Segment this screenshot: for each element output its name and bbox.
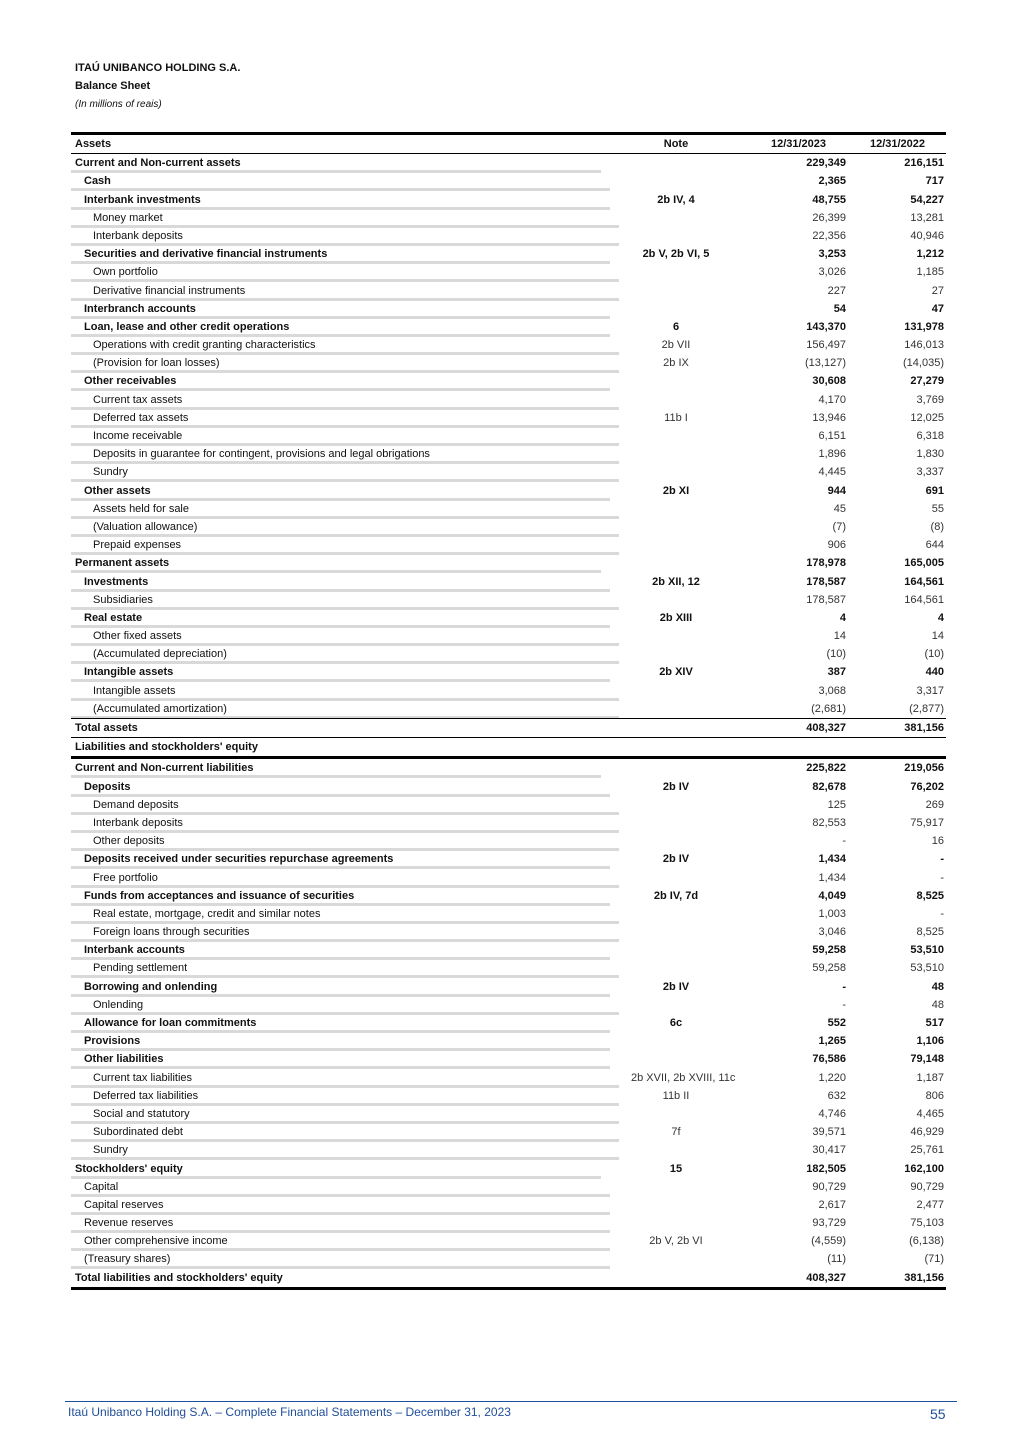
table-row <box>71 154 946 172</box>
table-row <box>71 282 946 300</box>
table-row <box>71 554 946 572</box>
row-label: Own portfolio <box>71 263 619 282</box>
row-value-2022: (71) <box>924 1253 944 1266</box>
row-label: Operations with credit granting characteristics <box>71 336 619 355</box>
row-value-2023: 1,265 <box>818 1035 846 1048</box>
table-row <box>71 887 946 905</box>
row-value-2022: 691 <box>925 484 944 497</box>
table-row <box>71 1105 946 1123</box>
row-value-2023: 30,417 <box>812 1144 846 1157</box>
row-note: 2b V, 2b VI, 5 <box>642 248 710 261</box>
row-label: Subsidiaries <box>71 591 619 610</box>
row-value-2023: 82,553 <box>812 816 846 829</box>
row-value-2022: - <box>940 907 944 920</box>
header-date-2023: 12/31/2023 <box>770 138 827 150</box>
row-value-2023: 26,399 <box>812 211 846 224</box>
table-row <box>71 978 946 996</box>
row-value-2022: 219,056 <box>904 762 944 775</box>
row-value-2022: (14,035) <box>903 357 944 370</box>
row-value-2022: 53,510 <box>910 944 944 957</box>
row-note: 2b XIII <box>659 611 693 624</box>
row-value-2023: 1,434 <box>818 853 846 866</box>
row-label: Stockholders' equity <box>71 1160 601 1179</box>
units-note: (In millions of reais) <box>75 99 162 110</box>
row-label: Interbank investments <box>71 191 610 210</box>
row-value-2023: 3,026 <box>818 266 846 279</box>
row-note: 11b I <box>664 411 688 424</box>
table-row <box>71 700 946 718</box>
row-value-2022: 48 <box>931 998 944 1011</box>
row-label: Derivative financial instruments <box>71 282 619 301</box>
row-value-2022: 164,561 <box>904 593 944 606</box>
row-value-2023: - <box>842 980 846 993</box>
assets-rows <box>71 154 946 718</box>
header-note: Note <box>663 138 689 150</box>
row-label: Cash <box>71 172 610 191</box>
liabilities-header-row <box>71 737 946 759</box>
row-note: 2b IV <box>662 853 690 866</box>
table-row <box>71 500 946 518</box>
row-value-2022: 3,337 <box>916 466 944 479</box>
row-value-2023: 59,258 <box>812 962 846 975</box>
row-value-2022: 79,148 <box>910 1053 944 1066</box>
page-title: Balance Sheet <box>75 80 151 92</box>
row-label: Investments <box>71 573 610 592</box>
row-value-2023: (7) <box>832 520 846 533</box>
row-label: Other assets <box>71 482 610 501</box>
row-value-2023: 59,258 <box>812 944 846 957</box>
row-value-2023: 39,571 <box>812 1126 846 1139</box>
row-label: Other comprehensive income <box>71 1232 610 1251</box>
row-value-2022: 55 <box>931 502 944 515</box>
row-value-2022: 1,106 <box>916 1035 944 1048</box>
table-row <box>71 869 946 887</box>
row-value-2023: 1,434 <box>818 871 846 884</box>
row-value-2023: 387 <box>827 666 846 679</box>
row-value-2022: 14 <box>931 630 944 643</box>
row-label: Foreign loans through securities <box>71 923 619 942</box>
row-note: 2b XI <box>662 484 690 497</box>
table-row <box>71 645 946 663</box>
row-value-2022: 4,465 <box>916 1107 944 1120</box>
row-value-2022: 4 <box>937 611 944 624</box>
row-label: Provisions <box>71 1032 610 1051</box>
row-note: 6c <box>669 1017 683 1029</box>
row-note: 11b II <box>662 1089 690 1102</box>
table-row <box>71 245 946 263</box>
row-value-2022: 131,978 <box>904 320 944 333</box>
row-value-2022: (8) <box>930 520 944 533</box>
row-value-2023: 143,370 <box>806 320 846 333</box>
row-label: Other receivables <box>71 372 610 391</box>
table-row <box>71 172 946 190</box>
row-label: Interbranch accounts <box>71 300 610 319</box>
row-value-2022: 6,318 <box>916 430 944 442</box>
table-row <box>71 518 946 536</box>
row-label: Deferred tax assets <box>71 409 619 428</box>
row-label: (Valuation allowance) <box>71 518 619 537</box>
row-value-2022: 25,761 <box>910 1144 944 1157</box>
table-row <box>71 445 946 463</box>
row-value-2022: 47 <box>931 302 944 315</box>
row-value-2022: 90,729 <box>910 1180 944 1193</box>
row-label: Income receivable <box>71 427 619 446</box>
table-row <box>71 1196 946 1214</box>
row-value-2022: 806 <box>925 1089 944 1102</box>
company-name: ITAÚ UNIBANCO HOLDING S.A. <box>75 62 241 74</box>
table-row <box>71 1232 946 1250</box>
total-assets-label: Total assets <box>75 722 138 734</box>
row-label: Securities and derivative financial instruments <box>71 245 610 264</box>
row-value-2022: 440 <box>925 666 944 679</box>
table-row <box>71 336 946 354</box>
liabilities-header-label: Liabilities and stockholders' equity <box>75 741 258 754</box>
row-value-2022: 1,212 <box>916 248 944 261</box>
row-label: Pending settlement <box>71 959 619 978</box>
row-value-2023: 90,729 <box>812 1180 846 1193</box>
table-row <box>71 591 946 609</box>
table-row <box>71 1050 946 1068</box>
table-row <box>71 778 946 796</box>
row-value-2023: 229,349 <box>806 157 846 170</box>
table-row <box>71 905 946 923</box>
row-value-2023: 54 <box>833 302 846 315</box>
row-value-2023: 1,220 <box>818 1071 846 1084</box>
table-row <box>71 1141 946 1159</box>
row-note: 2b IV <box>662 780 690 793</box>
row-value-2022: 162,100 <box>904 1162 944 1175</box>
row-value-2023: 4,170 <box>818 393 846 406</box>
row-value-2022: 75,103 <box>910 1217 944 1230</box>
row-value-2022: 13,281 <box>910 211 944 224</box>
row-value-2022: 40,946 <box>910 229 944 242</box>
row-value-2022: 12,025 <box>910 411 944 424</box>
row-label: Deposits received under securities repurchase agreements <box>71 850 610 869</box>
row-label: Capital reserves <box>71 1196 610 1215</box>
row-value-2023: 178,587 <box>806 575 846 588</box>
row-value-2023: 4,049 <box>818 889 846 902</box>
table-row <box>71 227 946 245</box>
header-date-2022: 12/31/2022 <box>869 138 926 150</box>
row-value-2023: (2,681) <box>811 702 846 715</box>
table-row <box>71 959 946 977</box>
row-note: 2b IV <box>662 980 690 993</box>
row-label: Intangible assets <box>71 682 619 701</box>
row-value-2023: 156,497 <box>806 339 846 352</box>
row-value-2023: 4,746 <box>818 1107 846 1120</box>
row-value-2022: 3,769 <box>916 393 944 406</box>
row-value-2023: 93,729 <box>812 1217 846 1230</box>
row-note: 2b XVII, 2b XVIII, 11c <box>631 1071 736 1084</box>
row-value-2022: 16 <box>931 835 944 848</box>
row-label: Assets held for sale <box>71 500 619 519</box>
row-value-2023: 45 <box>833 502 846 515</box>
row-value-2023: 14 <box>833 630 846 643</box>
table-row <box>71 1123 946 1141</box>
row-label: Other fixed assets <box>71 627 619 646</box>
row-label: Sundry <box>71 463 619 482</box>
row-value-2022: 54,227 <box>910 193 944 206</box>
row-value-2023: 3,068 <box>818 684 846 697</box>
row-value-2022: 75,917 <box>910 816 944 829</box>
footer-rule <box>65 1401 957 1402</box>
row-label: Demand deposits <box>71 796 619 815</box>
row-value-2022: 165,005 <box>904 557 944 570</box>
row-value-2022: 27,279 <box>910 375 944 388</box>
row-note: 2b IV, 7d <box>653 889 699 902</box>
row-label: Deferred tax liabilities <box>71 1087 619 1106</box>
row-value-2023: 13,946 <box>812 411 846 424</box>
row-value-2023: 2,617 <box>818 1198 846 1211</box>
table-row <box>71 191 946 209</box>
row-label: Revenue reserves <box>71 1214 610 1233</box>
row-value-2023: 2,365 <box>818 175 846 188</box>
table-row <box>71 536 946 554</box>
liabilities-rows <box>71 759 946 1268</box>
row-label: Loan, lease and other credit operations <box>71 318 610 337</box>
total-assets-row <box>71 718 946 737</box>
table-row <box>71 663 946 681</box>
row-value-2023: 552 <box>827 1017 846 1029</box>
table-row <box>71 682 946 700</box>
row-note: 2b XII, 12 <box>652 575 700 588</box>
total-assets-2023: 408,327 <box>806 722 846 734</box>
table-row <box>71 573 946 591</box>
row-label: (Accumulated amortization) <box>71 700 619 719</box>
row-value-2023: (11) <box>827 1253 846 1266</box>
row-label: Sundry <box>71 1141 619 1160</box>
row-value-2023: 632 <box>827 1089 846 1102</box>
row-value-2022: 216,151 <box>904 157 944 170</box>
balance-sheet-table <box>71 132 946 1290</box>
row-value-2023: 4 <box>839 611 846 624</box>
row-label: Onlending <box>71 996 619 1015</box>
row-label: Interbank accounts <box>71 941 610 960</box>
total-assets-2022: 381,156 <box>904 722 944 734</box>
total-liabilities-label: Total liabilities and stockholders' equity <box>75 1271 283 1284</box>
row-value-2023: 944 <box>827 484 846 497</box>
row-value-2022: 1,187 <box>916 1071 944 1084</box>
row-value-2022: (10) <box>924 648 944 661</box>
row-value-2022: 3,317 <box>916 684 944 697</box>
table-row <box>71 209 946 227</box>
row-value-2022: 269 <box>925 798 944 811</box>
table-row <box>71 627 946 645</box>
row-label: Real estate, mortgage, credit and similar notes <box>71 905 619 924</box>
table-row <box>71 263 946 281</box>
row-label: (Provision for loan losses) <box>71 354 619 373</box>
row-value-2022: 46,929 <box>910 1126 944 1139</box>
row-label: Current tax assets <box>71 391 619 410</box>
row-value-2023: (4,559) <box>811 1235 846 1248</box>
footer-text: Itaú Unibanco Holding S.A. – Complete Financial Statements – December 31, 2023 <box>68 1405 511 1419</box>
row-label: Deposits <box>71 778 610 797</box>
table-row <box>71 391 946 409</box>
total-liabilities-row <box>71 1269 946 1290</box>
row-value-2022: 164,561 <box>904 575 944 588</box>
table-row <box>71 941 946 959</box>
row-value-2023: (10) <box>826 648 846 661</box>
table-row <box>71 1032 946 1050</box>
table-row <box>71 1250 946 1268</box>
table-row <box>71 354 946 372</box>
row-value-2022: (6,138) <box>909 1235 944 1248</box>
row-note: 6 <box>672 320 680 333</box>
row-label: Capital <box>71 1178 610 1197</box>
row-value-2022: 1,185 <box>916 266 944 279</box>
row-value-2023: 125 <box>827 798 846 811</box>
row-label: Interbank deposits <box>71 227 619 246</box>
row-label: Current and Non-current liabilities <box>71 759 601 778</box>
row-value-2022: 517 <box>925 1017 944 1029</box>
table-row <box>71 1087 946 1105</box>
row-value-2023: 227 <box>827 284 846 297</box>
row-label: Other deposits <box>71 832 619 851</box>
row-value-2023: 906 <box>827 539 846 552</box>
row-label: Permanent assets <box>71 554 601 573</box>
row-value-2023: 182,505 <box>806 1162 846 1175</box>
row-value-2022: 27 <box>931 284 944 297</box>
row-value-2023: 4,445 <box>818 466 846 479</box>
row-value-2022: 8,525 <box>916 889 944 902</box>
row-value-2023: 6,151 <box>818 430 846 442</box>
table-row <box>71 1014 946 1032</box>
row-value-2023: 225,822 <box>806 762 846 775</box>
row-value-2022: 146,013 <box>904 339 944 352</box>
row-label: Real estate <box>71 609 610 628</box>
table-row <box>71 409 946 427</box>
row-label: Borrowing and onlending <box>71 978 610 997</box>
row-value-2023: 178,978 <box>806 557 846 570</box>
row-value-2023: 22,356 <box>812 229 846 242</box>
row-label: Interbank deposits <box>71 814 619 833</box>
row-value-2023: 3,046 <box>818 926 846 939</box>
row-value-2023: 3,253 <box>818 248 846 261</box>
row-note: 2b XIV <box>659 666 693 679</box>
row-note: 2b V, 2b VI <box>649 1235 703 1248</box>
row-label: (Accumulated depreciation) <box>71 645 619 664</box>
table-row <box>71 1069 946 1087</box>
row-label: Allowance for loan commitments <box>71 1014 610 1033</box>
row-note: 2b IV, 4 <box>657 193 695 206</box>
table-row <box>71 318 946 336</box>
row-note: 2b VII <box>661 339 691 352</box>
total-liabilities-2023: 408,327 <box>806 1271 846 1284</box>
table-row <box>71 814 946 832</box>
row-label: Other liabilities <box>71 1050 610 1069</box>
row-value-2023: 178,587 <box>806 593 846 606</box>
page-number: 55 <box>930 1406 946 1422</box>
row-label: Deposits in guarantee for contingent, provisions and legal obrigations <box>71 445 619 464</box>
row-value-2023: - <box>842 998 846 1011</box>
table-row <box>71 300 946 318</box>
row-label: Free portfolio <box>71 869 619 888</box>
row-label: Funds from acceptances and issuance of securities <box>71 887 610 906</box>
table-row <box>71 759 946 777</box>
row-value-2022: - <box>940 853 944 866</box>
table-row <box>71 482 946 500</box>
row-label: Money market <box>71 209 619 228</box>
row-value-2022: 48 <box>931 980 944 993</box>
table-row <box>71 996 946 1014</box>
row-value-2023: 1,896 <box>818 448 846 461</box>
total-liabilities-2022: 381,156 <box>904 1271 944 1284</box>
row-label: Prepaid expenses <box>71 536 619 555</box>
row-value-2023: 1,003 <box>818 907 846 920</box>
row-value-2022: 8,525 <box>916 926 944 939</box>
header-label: Assets <box>75 138 112 150</box>
row-value-2023: 82,678 <box>812 780 846 793</box>
row-value-2022: (2,877) <box>909 702 944 715</box>
table-row <box>71 1178 946 1196</box>
row-value-2023: - <box>842 835 846 848</box>
table-row <box>71 1214 946 1232</box>
row-value-2022: 717 <box>925 175 944 188</box>
assets-header-row <box>71 135 946 154</box>
row-label: (Treasury shares) <box>71 1250 610 1269</box>
row-value-2022: 2,477 <box>916 1198 944 1211</box>
table-row <box>71 1160 946 1178</box>
row-value-2022: 1,830 <box>916 448 944 461</box>
row-value-2023: 76,586 <box>812 1053 846 1066</box>
table-row <box>71 850 946 868</box>
row-value-2022: 53,510 <box>910 962 944 975</box>
row-note: 2b IX <box>663 357 689 370</box>
row-label: Current and Non-current assets <box>71 154 601 173</box>
row-label: Subordinated debt <box>71 1123 619 1142</box>
table-row <box>71 923 946 941</box>
table-row <box>71 832 946 850</box>
row-note: 15 <box>669 1162 683 1175</box>
row-value-2023: (13,127) <box>805 357 846 370</box>
row-value-2023: 48,755 <box>812 193 846 206</box>
table-row <box>71 463 946 481</box>
table-row <box>71 372 946 390</box>
row-label: Social and statutory <box>71 1105 619 1124</box>
table-row <box>71 427 946 445</box>
row-value-2022: 76,202 <box>910 780 944 793</box>
row-value-2022: 644 <box>925 539 944 552</box>
row-value-2022: - <box>940 871 944 884</box>
row-label: Intangible assets <box>71 663 610 682</box>
table-row <box>71 796 946 814</box>
row-value-2023: 30,608 <box>812 375 846 388</box>
table-row <box>71 609 946 627</box>
row-note: 7f <box>671 1126 681 1139</box>
row-label: Current tax liabilities <box>71 1069 619 1088</box>
